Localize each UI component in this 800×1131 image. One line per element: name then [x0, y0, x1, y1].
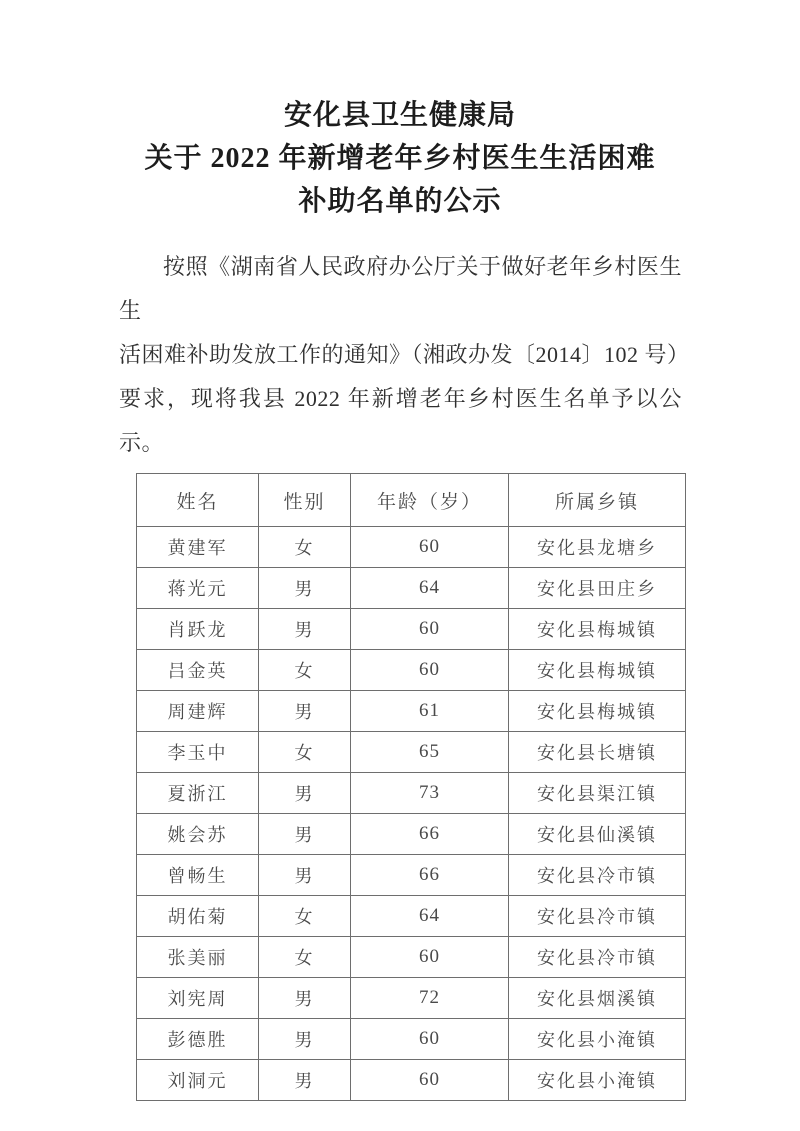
cell-gender: 男: [259, 814, 351, 855]
cell-name: 张美丽: [137, 937, 259, 978]
table-row: [137, 937, 686, 978]
cell-gender: 男: [259, 691, 351, 732]
cell-township: 安化县仙溪镇: [509, 814, 686, 855]
cell-age: 66: [351, 855, 509, 896]
cell-age: 60: [351, 609, 509, 650]
cell-age: 61: [351, 691, 509, 732]
table-row: [137, 773, 686, 814]
cell-age: 60: [351, 937, 509, 978]
cell-township: 安化县烟溪镇: [509, 978, 686, 1019]
table-row: [137, 1060, 686, 1101]
cell-township: 安化县梅城镇: [509, 609, 686, 650]
cell-name: 刘宪周: [137, 978, 259, 1019]
cell-township: 安化县冷市镇: [509, 855, 686, 896]
cell-name: 胡佑菊: [137, 896, 259, 937]
cell-age: 60: [351, 527, 509, 568]
column-header-township: 所属乡镇: [509, 474, 686, 527]
cell-name: 吕金英: [137, 650, 259, 691]
intro-paragraph-line-3: 要求，现将我县 2022 年新增老年乡村医生名单予以公示。: [119, 386, 682, 455]
cell-name: 李玉中: [137, 732, 259, 773]
cell-age: 64: [351, 568, 509, 609]
table-row: [137, 568, 686, 609]
document-title-line-1: 安化县卫生健康局: [283, 100, 516, 131]
cell-age: 66: [351, 814, 509, 855]
cell-gender: 女: [259, 650, 351, 691]
table-row: [137, 855, 686, 896]
cell-name: 姚会苏: [137, 814, 259, 855]
table-row: [137, 650, 686, 691]
table-row: [137, 1019, 686, 1060]
cell-name: 曾畅生: [137, 855, 259, 896]
intro-paragraph-line-1: 按照《湖南省人民政府办公厅关于做好老年乡村医生生: [119, 254, 682, 323]
cell-age: 73: [351, 773, 509, 814]
cell-age: 60: [351, 650, 509, 691]
cell-name: 蒋光元: [137, 568, 259, 609]
cell-township: 安化县小淹镇: [509, 1019, 686, 1060]
cell-gender: 男: [259, 773, 351, 814]
cell-township: 安化县田庄乡: [509, 568, 686, 609]
cell-gender: 女: [259, 896, 351, 937]
cell-gender: 男: [259, 609, 351, 650]
cell-gender: 男: [259, 1019, 351, 1060]
cell-name: 肖跃龙: [137, 609, 259, 650]
table-header-row: [137, 474, 686, 527]
document-title-line-3: 补助名单的公示: [298, 186, 502, 217]
cell-name: 刘洞元: [137, 1060, 259, 1101]
doctor-table-body: [137, 527, 686, 1101]
intro-paragraph-line-2: 活困难补助发放工作的通知》（湘政办发〔2014〕102 号）: [119, 342, 690, 367]
document-title-line-2: 关于 2022 年新增老年乡村医生生活困难: [144, 143, 656, 174]
table-row: [137, 527, 686, 568]
cell-gender: 男: [259, 568, 351, 609]
column-header-age: 年龄（岁）: [351, 474, 509, 527]
cell-township: 安化县梅城镇: [509, 650, 686, 691]
cell-township: 安化县渠江镇: [509, 773, 686, 814]
table-row: [137, 691, 686, 732]
cell-gender: 女: [259, 527, 351, 568]
cell-name: 夏浙江: [137, 773, 259, 814]
doctor-list-table: [136, 473, 686, 1101]
cell-name: 彭德胜: [137, 1019, 259, 1060]
cell-township: 安化县小淹镇: [509, 1060, 686, 1101]
cell-gender: 女: [259, 937, 351, 978]
cell-gender: 男: [259, 1060, 351, 1101]
cell-age: 64: [351, 896, 509, 937]
column-header-gender: 性别: [259, 474, 351, 527]
cell-name: 黄建军: [137, 527, 259, 568]
cell-gender: 男: [259, 978, 351, 1019]
cell-township: 安化县长塘镇: [509, 732, 686, 773]
cell-name: 周建辉: [137, 691, 259, 732]
cell-township: 安化县冷市镇: [509, 937, 686, 978]
document-title: [0, 0, 800, 223]
column-header-name: 姓名: [137, 474, 259, 527]
table-row: [137, 609, 686, 650]
cell-township: 安化县梅城镇: [509, 691, 686, 732]
table-row: [137, 814, 686, 855]
table-row: [137, 978, 686, 1019]
cell-township: 安化县冷市镇: [509, 896, 686, 937]
table-row: [137, 732, 686, 773]
cell-age: 72: [351, 978, 509, 1019]
cell-gender: 女: [259, 732, 351, 773]
cell-age: 65: [351, 732, 509, 773]
table-row: [137, 896, 686, 937]
cell-township: 安化县龙塘乡: [509, 527, 686, 568]
cell-gender: 男: [259, 855, 351, 896]
intro-paragraph: [119, 245, 690, 465]
cell-age: 60: [351, 1060, 509, 1101]
cell-age: 60: [351, 1019, 509, 1060]
